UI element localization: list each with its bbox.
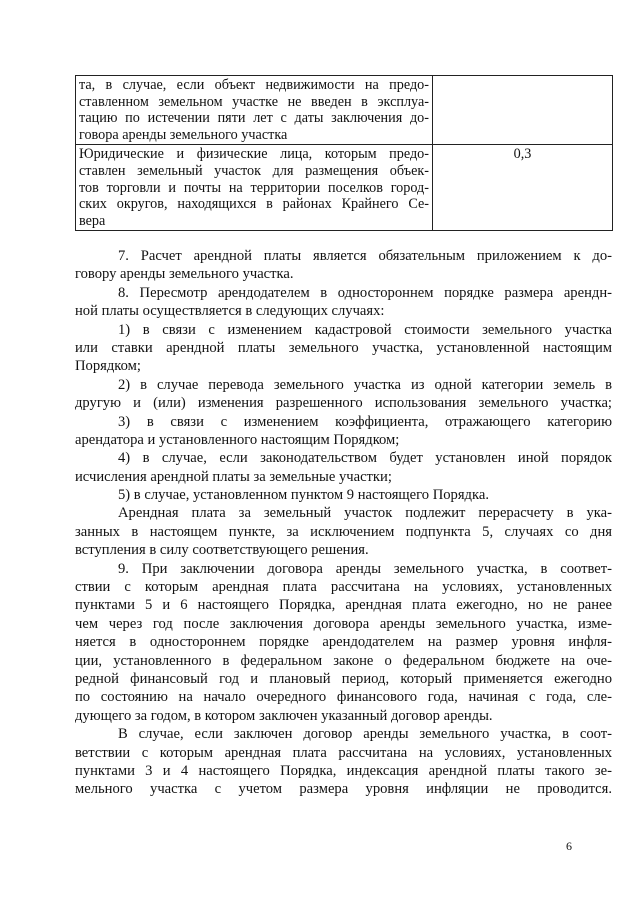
table-text-line: вера — [79, 212, 106, 229]
paragraph-line: ветствии с которым арендная плата рассчитана на условиях, установленных — [75, 744, 612, 761]
paragraph-line: ной платы осуществляется в следующих случаях: — [75, 303, 385, 320]
paragraph-line: 7. Расчет арендной платы является обязательным приложением к до- — [118, 248, 612, 264]
paragraph-line: исчисления арендной платы за земельные участки; — [75, 468, 392, 485]
paragraph-line: другую и (или) изменения разрешенного использования земельного участка; — [75, 395, 612, 412]
table-text-line: ских округов, находящихся в районах Крайнего Се- — [79, 196, 429, 213]
page-number: 6 — [566, 839, 572, 853]
table-text-line: тов торговли и почты на территории поселков город- — [79, 179, 429, 196]
paragraph-line: арендатора и установленного настоящим Порядком; — [75, 431, 400, 448]
document-body — [75, 247, 612, 799]
paragraph-line: Порядком; — [75, 358, 141, 375]
paragraph-line: занных в настоящем пункте, за исключением подпункта 5, случаях со дня — [75, 523, 612, 540]
paragraph-line: 3) в связи с изменением коэффициента, отражающего категорию — [118, 413, 612, 430]
paragraph-line: пунктами 3 и 4 настоящего Порядка, индексация арендной платы такого зе- — [75, 762, 612, 779]
table-cell-description — [76, 76, 433, 145]
coefficient-table — [75, 75, 613, 231]
paragraph-line: 5) в случае, установленном пунктом 9 настоящего Порядка. — [118, 487, 489, 504]
table-cell-value: 0,3 — [433, 145, 613, 231]
paragraph-line: дующего за годом, в котором заключен указанный договор аренды. — [75, 707, 493, 724]
paragraph-line: 4) в случае, если законодательством будет установлен иной порядок — [118, 450, 612, 467]
paragraph-line: 9. При заключении договора аренды земельного участка, в соответ- — [118, 560, 612, 577]
table-cell-description — [76, 145, 433, 231]
table-text-line: говора аренды земельного участка — [79, 126, 288, 143]
paragraph-line: говору аренды земельного участка. — [75, 266, 294, 283]
paragraph-line: В случае, если заключен договор аренды земельного участка, в соот- — [118, 726, 612, 743]
table-text-line: Юридические и физические лица, которым предо- — [79, 146, 429, 163]
paragraph-line: ции, установленного в федеральном законе о федеральном бюджете на оче- — [75, 652, 612, 669]
paragraph-line: Арендная плата за земельный участок подлежит перерасчету в ука- — [118, 505, 612, 522]
table-text-line: ставлен земельный участок для размещения объек- — [79, 162, 429, 179]
paragraph-line: пунктами 5 и 6 настоящего Порядка, арендная плата ежегодно, но не ранее — [75, 597, 612, 614]
table-row — [76, 145, 613, 231]
paragraph-line: няется в одностороннем порядке арендодателем на размер уровня инфля- — [75, 634, 612, 651]
table-text-line: ставленном земельном участке не введен в эксплуа- — [79, 93, 429, 110]
paragraph-line: по состоянию на начало очередного финансового года, начиная с года, сле- — [75, 689, 612, 706]
table-row — [76, 76, 613, 145]
paragraph-line: чем через год после заключения договора аренды земельного участка, изме- — [75, 615, 612, 632]
paragraph-line: мельного участка с учетом размера уровня инфляции не проводится. — [75, 781, 612, 798]
paragraph-line: или ставки арендной платы земельного участка, установленной настоящим — [75, 339, 612, 356]
paragraph-line: вступления в силу соответствующего решения. — [75, 542, 369, 559]
table-text-line: та, в случае, если объект недвижимости на предо- — [79, 77, 429, 93]
paragraph-line: 1) в связи с изменением кадастровой стоимости земельного участка — [118, 321, 612, 338]
table-text-line: тацию по истечении пяти лет с даты заключения до- — [79, 110, 429, 127]
table-cell-value — [433, 76, 613, 145]
paragraph-line: 8. Пересмотр арендодателем в одностороннем порядке размера арендн- — [118, 284, 612, 301]
paragraph-line: ствии с которым арендная плата рассчитана на условиях, установленных — [75, 579, 612, 596]
paragraph-line: редной финансовый год и плановый период, который применяется ежегодно — [75, 670, 612, 687]
paragraph-line: 2) в случае перевода земельного участка из одной категории земель в — [118, 376, 612, 393]
